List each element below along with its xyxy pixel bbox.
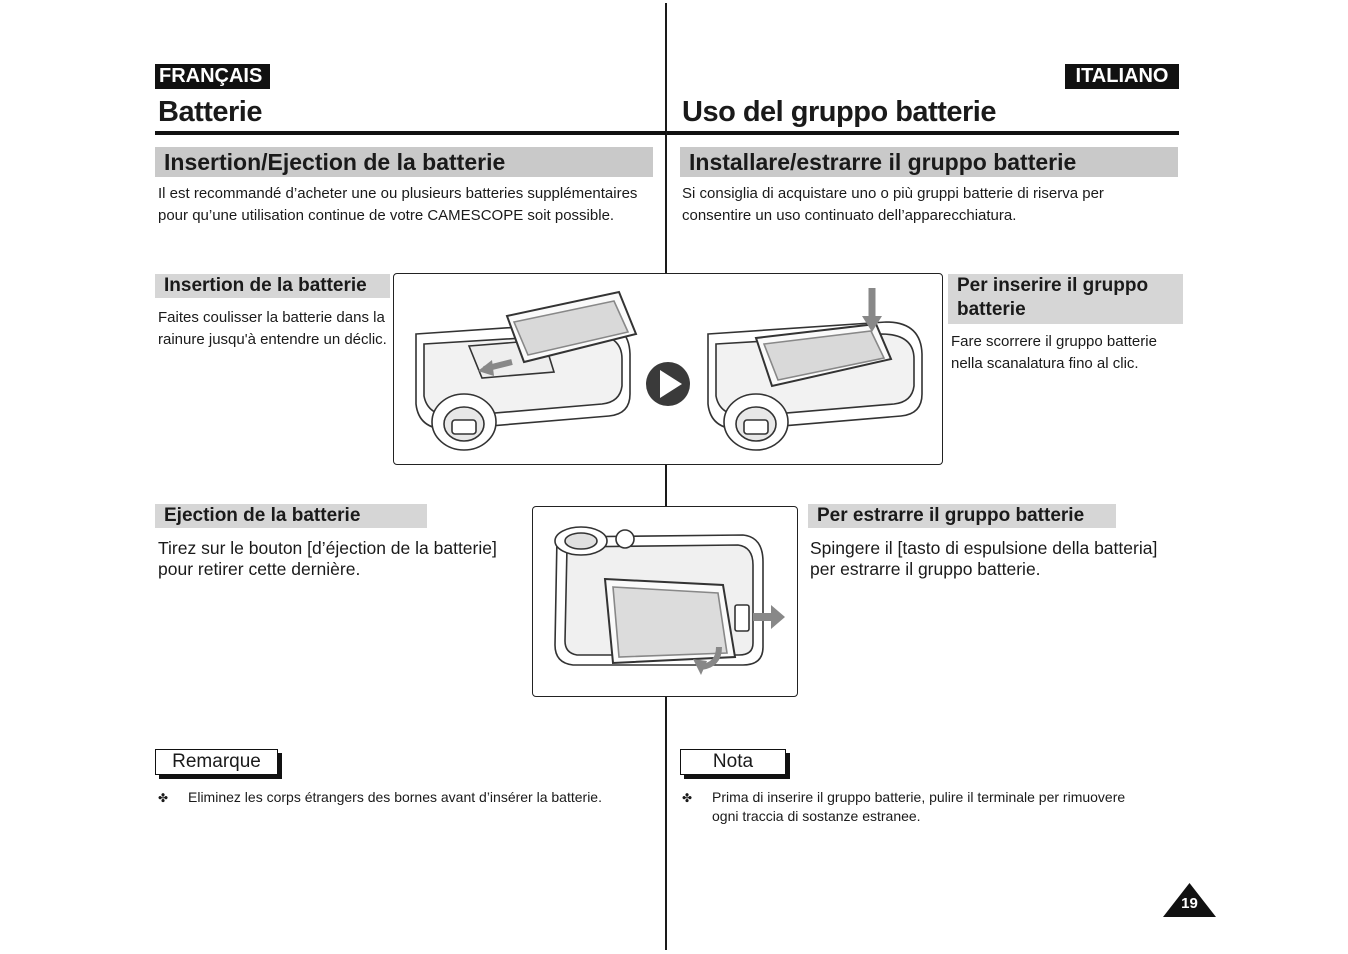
camcorder-closed-icon xyxy=(708,322,922,450)
note-label-french: Remarque xyxy=(155,749,278,775)
battery-ejection-illustration xyxy=(532,506,798,697)
page-title-italian: Uso del gruppo batterie xyxy=(682,96,996,128)
intro-text-italian: Si consiglia di acquistare uno o più gruppi batterie di riserva per consentire un uso continuato dell’apparecchiatura. xyxy=(682,185,1104,224)
insert-text-italian: Fare scorrere il gruppo batterie nella scanalatura fino al clic. xyxy=(951,333,1157,372)
play-arrow-icon xyxy=(646,362,690,406)
section-heading-italian: Installare/estrarre il gruppo batterie xyxy=(680,147,1178,177)
title-rule-italian xyxy=(667,131,1179,135)
section-heading-french: Insertion/Ejection de la batterie xyxy=(155,147,653,177)
battery-insertion-illustration xyxy=(393,273,943,465)
center-divider-bottom xyxy=(665,696,667,950)
language-tag-french: FRANÇAIS xyxy=(155,64,270,89)
camcorder-back-icon xyxy=(555,527,763,665)
center-divider-top xyxy=(665,3,667,273)
intro-text-french: Il est recommandé d’acheter une ou plusieurs batteries supplémentaires pour qu’une utilisation continue de votre CAMESCOPE soit possible. xyxy=(158,185,638,224)
eject-text-italian: Spingere il [tasto di espulsione della batteria] per estrarre il gruppo batterie. xyxy=(810,538,1158,579)
page-number-badge xyxy=(1163,883,1216,917)
note-label-italian: Nota xyxy=(680,749,786,775)
four-petal-bullet-icon: ✤ xyxy=(682,791,693,805)
title-rule-french xyxy=(155,131,666,135)
eject-heading-italian: Per estrarre il gruppo batterie xyxy=(808,504,1116,528)
ejection-drawing xyxy=(533,507,796,695)
center-divider-middle xyxy=(665,464,667,506)
insert-heading-french: Insertion de la batterie xyxy=(155,274,390,298)
page-title-french: Batterie xyxy=(158,96,262,128)
language-tag-italian: ITALIANO xyxy=(1065,64,1179,89)
camcorder-open-icon xyxy=(416,292,636,450)
eject-text-french: Tirez sur le bouton [d’éjection de la batterie] pour retirer cette dernière. xyxy=(158,538,497,579)
page-number: 19 xyxy=(1181,895,1198,912)
eject-heading-french: Ejection de la batterie xyxy=(155,504,427,528)
note-text-french: Eliminez les corps étrangers des bornes avant d’insérer la batterie. xyxy=(188,789,602,805)
insert-text-french: Faites coulisser la batterie dans la rainure jusqu'à entendre un déclic. xyxy=(158,309,387,348)
four-petal-bullet-icon: ✤ xyxy=(158,791,169,805)
insertion-drawing xyxy=(394,274,941,463)
note-text-italian: Prima di inserire il gruppo batterie, pulire il terminale per rimuovere ogni traccia di sostanze estranee. xyxy=(712,789,1126,824)
insert-heading-italian: Per inserire il gruppo batterie xyxy=(948,274,1183,324)
